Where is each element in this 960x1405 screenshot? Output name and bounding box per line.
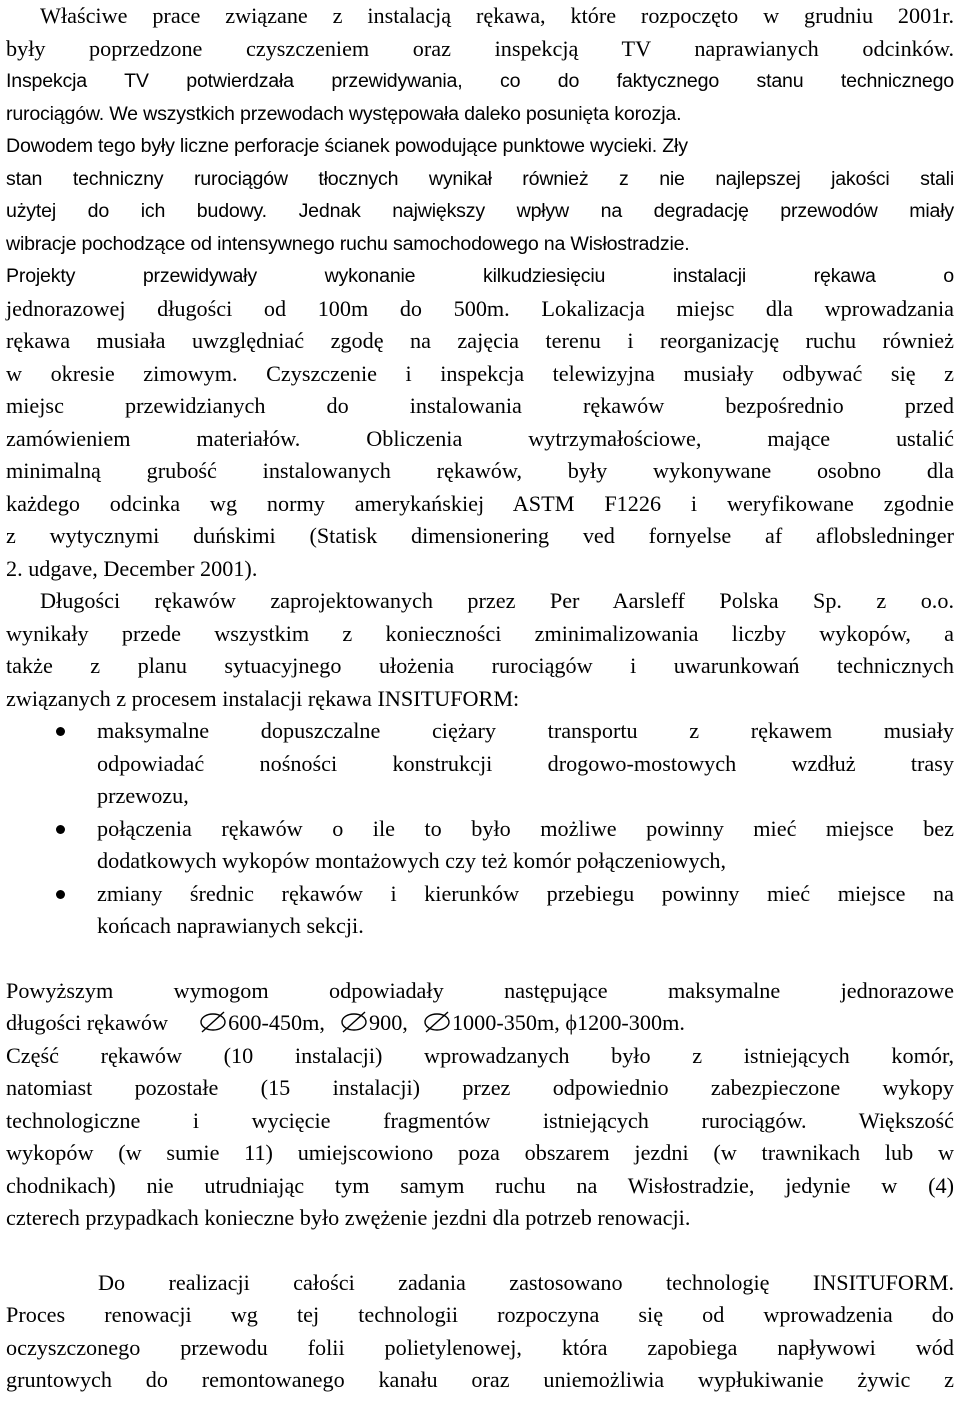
text-line: z wytycznymi duńskimi (Statisk dimensionering ved fornyelse af aflobsledninger [6, 523, 954, 548]
diameter-value: 600-450m, [228, 1010, 325, 1035]
paragraph-insituform [6, 1267, 954, 1397]
list-item [6, 715, 954, 813]
paragraph-sleeve-lengths [6, 585, 954, 715]
list-item-text: maksymalne dopuszczalne ciężary transportu z rękawem musiały [97, 718, 954, 743]
text-line: Długości rękawów zaprojektowanych przez Per Aarsleff Polska Sp. z o.o. [40, 588, 954, 613]
bullet-list [6, 715, 954, 943]
text-line [6, 1007, 954, 1040]
text-line: także z planu sytuacyjnego ułożenia rurociągów i uwarunkowań technicznych [6, 653, 954, 678]
diameter-value: 1200-300m. [577, 1010, 685, 1035]
text-line: Powyższym wymogom odpowiadały następujące maksymalne jednorazowe [6, 977, 954, 1003]
text-line: w okresie zimowym. Czyszczenie i inspekcja telewizyjna musiały odbywać się z [6, 360, 954, 386]
diameter-icon [423, 1011, 451, 1033]
text-line: każdego odcinka wg normy amerykańskiej ASTM F1226 i weryfikowane zgodnie [6, 490, 954, 516]
paragraph-spacer [6, 1235, 954, 1267]
text-line: minimalną grubość instalowanych rękawów, były wykonywane osobno dla [6, 458, 954, 483]
text-line: Dowodem tego były liczne perforacje ścianek powodujące punktowe wycieki. Zły [6, 135, 688, 157]
paragraph-max-lengths [6, 975, 954, 1040]
list-item [6, 813, 954, 878]
text-line: Proces renowacji wg tej technologii rozpoczyna się od wprowadzenia do [6, 1302, 954, 1327]
text-line: Właściwe prace związane z instalacją rękawa, które rozpoczęto w grudniu 2001r. [40, 3, 954, 28]
diameter-icon [340, 1011, 368, 1033]
list-item-text: dodatkowych wykopów montażowych czy też komór połączeniowych, [97, 848, 727, 873]
text-line: użytej do ich budowy. Jednak największy wpływ na degradację przewodów miały [6, 200, 954, 222]
text-line: technologiczne i wycięcie fragmentów istniejących rurociągów. Większość [6, 1107, 954, 1133]
text-line: natomiast pozostałe (15 instalacji) przez odpowiednio zabezpieczone wykopy [6, 1075, 954, 1100]
text-line: były poprzedzone czyszczeniem oraz inspekcją TV naprawianych odcinków. [6, 35, 954, 61]
text-line: Inspekcja TV potwierdzała przewidywania, co do faktycznego stanu technicznego [6, 70, 954, 92]
bullet-icon [56, 890, 65, 899]
text-line: zamówieniem materiałów. Obliczenia wytrzymałościowe, mające ustalić [6, 425, 954, 451]
list-item-text: odpowiadać nośności konstrukcji drogowo-mostowych wzdłuż trasy [97, 750, 954, 776]
paragraph-installations [6, 1040, 954, 1235]
bullet-icon [56, 825, 65, 834]
text-line: oczyszczonego przewodu folii polietylenowej, która zapobiega napływowi wód [6, 1334, 954, 1360]
list-item-text: zmiany średnic rękawów i kierunków przebiegu powinny mieć miejsce na [97, 880, 954, 906]
diameter-value: 1000-350m, [451, 1010, 560, 1035]
text-line: związanych z procesem instalacji rękawa INSITUFORM: [6, 685, 520, 711]
text-line: miejsc przewidzianych do instalowania rękawów bezpośrednio przed [6, 393, 954, 418]
text-line: wynikały przede wszystkim z konieczności zminimalizowania liczby wykopów, a [6, 620, 954, 646]
text-line: stan techniczny rurociągów tłocznych wynikał również z nie najlepszej jakości stali [6, 167, 954, 190]
diameter-value: 900, [369, 1010, 408, 1035]
list-item-text: przewozu, [97, 783, 189, 808]
text-line: jednorazowej długości od 100m do 500m. Lokalizacja miejsc dla wprowadzania [6, 295, 954, 321]
paragraph-spacer [6, 943, 954, 975]
text-line: wibracje pochodzące od intensywnego ruchu samochodowego na Wisłostradzie. [6, 232, 690, 255]
text-line: Część rękawów (10 instalacji) wprowadzanych było z istniejących komór, [6, 1042, 954, 1068]
text-line: wykopów (w sumie 11) umiejscowiono poza obszarem jezdni (w trawnikach lub w [6, 1140, 954, 1165]
text-line: rurociągów. We wszystkich przewodach występowała daleko posunięta korozja. [6, 102, 682, 125]
text-line: chodnikach) nie utrudniając tym samym ruchu na Wisłostradzie, jedynie w (4) [6, 1172, 954, 1198]
diameter-icon [199, 1011, 227, 1033]
paragraph-installation-works [6, 0, 954, 585]
text-line: gruntowych do remontowanego kanału oraz uniemożliwia wypłukiwanie żywic z [6, 1367, 954, 1392]
text-line: czterech przypadkach konieczne było zwężenie jezdni dla potrzeb renowacji. [6, 1205, 691, 1230]
text-fragment: długości rękawów [6, 1010, 169, 1035]
diameter-symbol: ϕ [565, 1010, 578, 1035]
list-item-text: połączenia rękawów o ile to było możliwe powinny mieć miejsce bez [97, 815, 954, 841]
bullet-icon [56, 727, 65, 736]
list-item-text: końcach naprawianych sekcji. [97, 913, 364, 938]
text-line: Projekty przewidywały wykonanie kilkudziesięciu instalacji rękawa o [6, 265, 954, 287]
list-item [6, 878, 954, 943]
document-page [6, 0, 954, 1397]
text-line: rękawa musiała uwzględniać zgodę na zajęcia terenu i reorganizację ruchu również [6, 328, 954, 353]
text-line: 2. udgave, December 2001). [6, 555, 258, 581]
text-line: Do realizacji całości zadania zastosowano technologię INSITUFORM. [98, 1269, 954, 1295]
